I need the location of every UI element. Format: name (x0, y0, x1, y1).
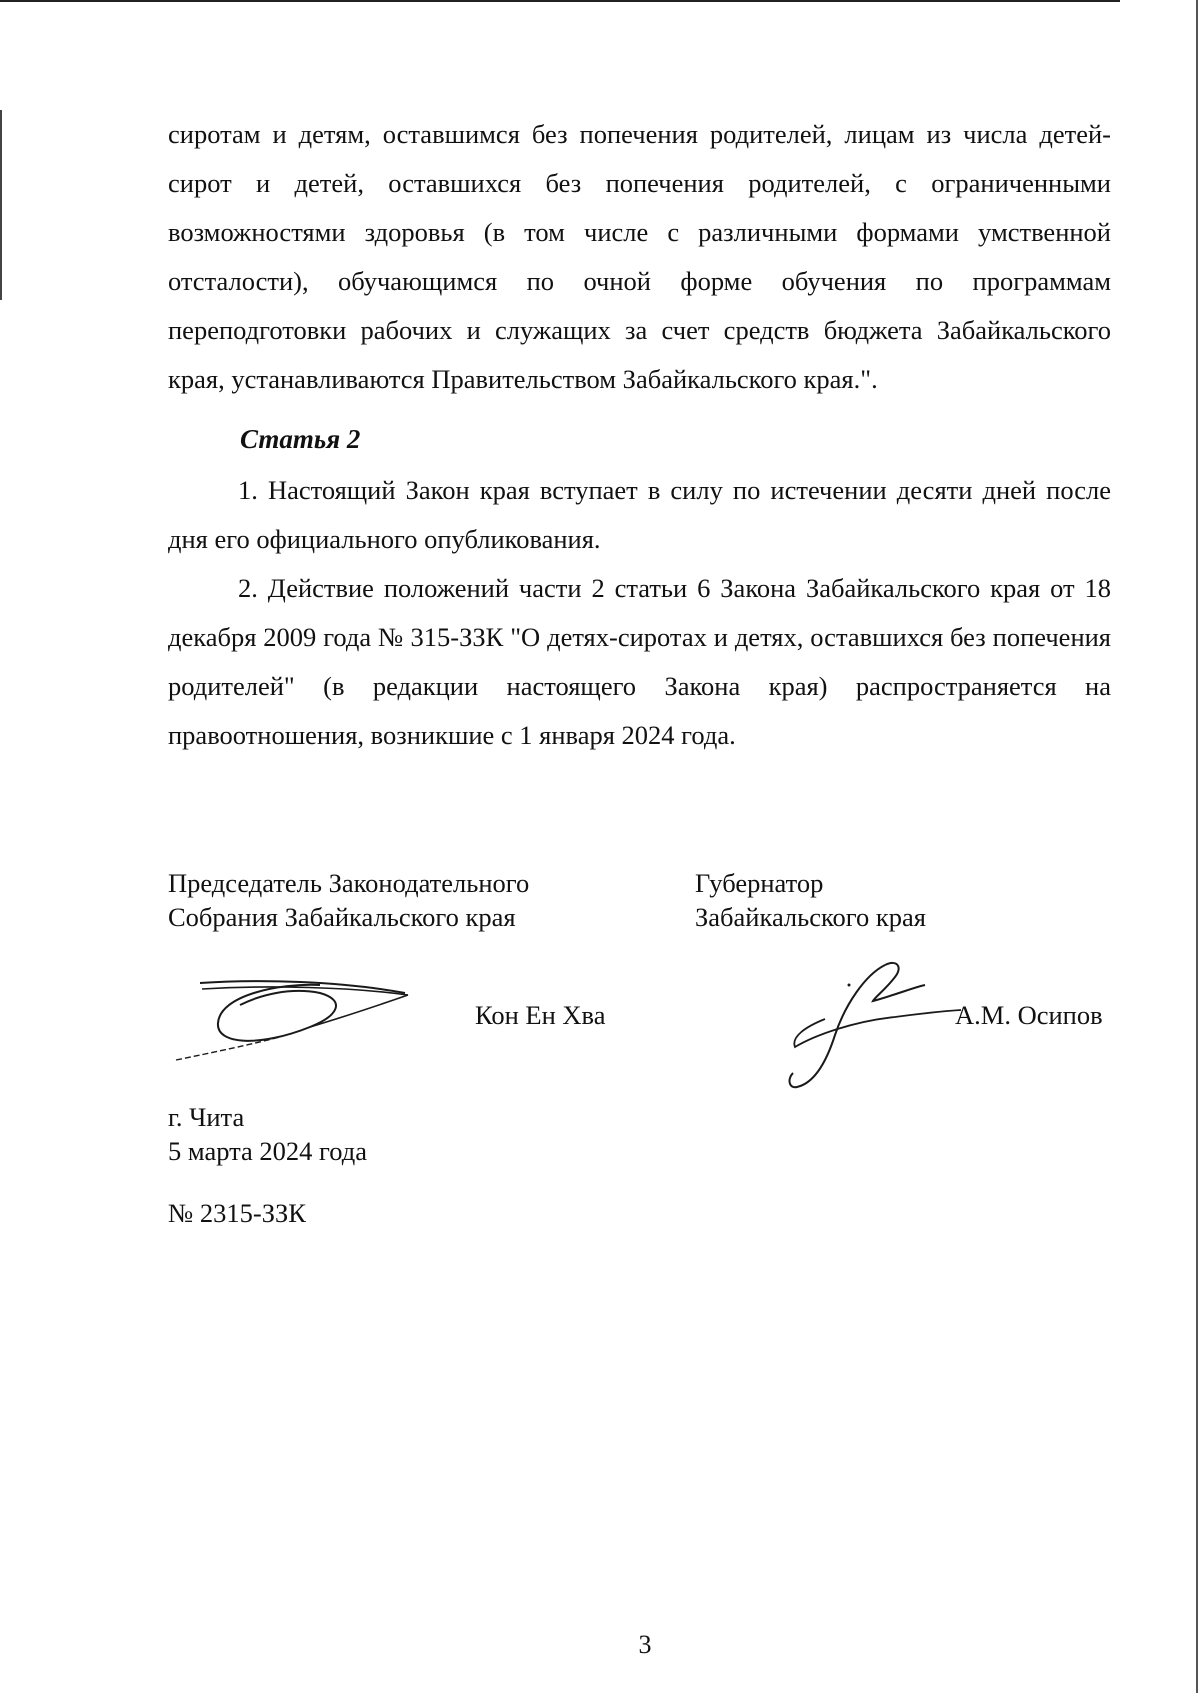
left-signatory-title (168, 866, 529, 934)
right-signature (785, 955, 965, 1095)
paragraph-continuation: сиротам и детям, оставшимся без попечения родителей, лицам из числа детей-сирот и детей, оставшихся без попечения родителей, с ограниченными возможностями здоровья (в том числе с различными формами умственной отсталости), обучающимся по очной форме обучения по программам переподготовки рабочих и служащих за счет средств бюджета Забайкальского края, устанавливаются Правительством Забайкальского края.". (168, 119, 1111, 394)
right-signatory-title (695, 866, 926, 934)
article-title: Статья 2 (240, 424, 361, 454)
scan-edge-left (0, 110, 2, 300)
paragraph-item-1: 1. Настоящий Закон края вступает в силу по истечении десяти дней после дня его официального опубликования. (168, 475, 1111, 554)
left-signature (170, 975, 420, 1065)
city: г. Чита (168, 1102, 245, 1132)
place-and-date (168, 1100, 367, 1168)
scan-edge-top (0, 0, 1120, 2)
document-number: № 2315-ЗЗК (168, 1198, 306, 1228)
right-title-line-2: Забайкальского края (695, 902, 926, 932)
signing-date: 5 марта 2024 года (168, 1136, 367, 1166)
left-signatory-name: Кон Ен Хва (475, 1000, 606, 1030)
right-signatory-name: А.М. Осипов (955, 1000, 1103, 1030)
page-number: 3 (638, 1630, 652, 1659)
scan-edge-right (1196, 0, 1198, 1693)
right-title-line-1: Губернатор (695, 868, 824, 898)
paragraph-item-2: 2. Действие положений части 2 статьи 6 Закона Забайкальского края от 18 декабря 2009 года № 315-ЗЗК "О детях-сиротах и детях, оставшихся без попечения родителей" (в редакции настоящего Закона края) распространяется на правоотношения, возникшие с 1 января 2024 года. (168, 573, 1111, 750)
left-title-line-1: Председатель Законодательного (168, 868, 530, 898)
left-title-line-2: Собрания Забайкальского края (168, 902, 516, 932)
